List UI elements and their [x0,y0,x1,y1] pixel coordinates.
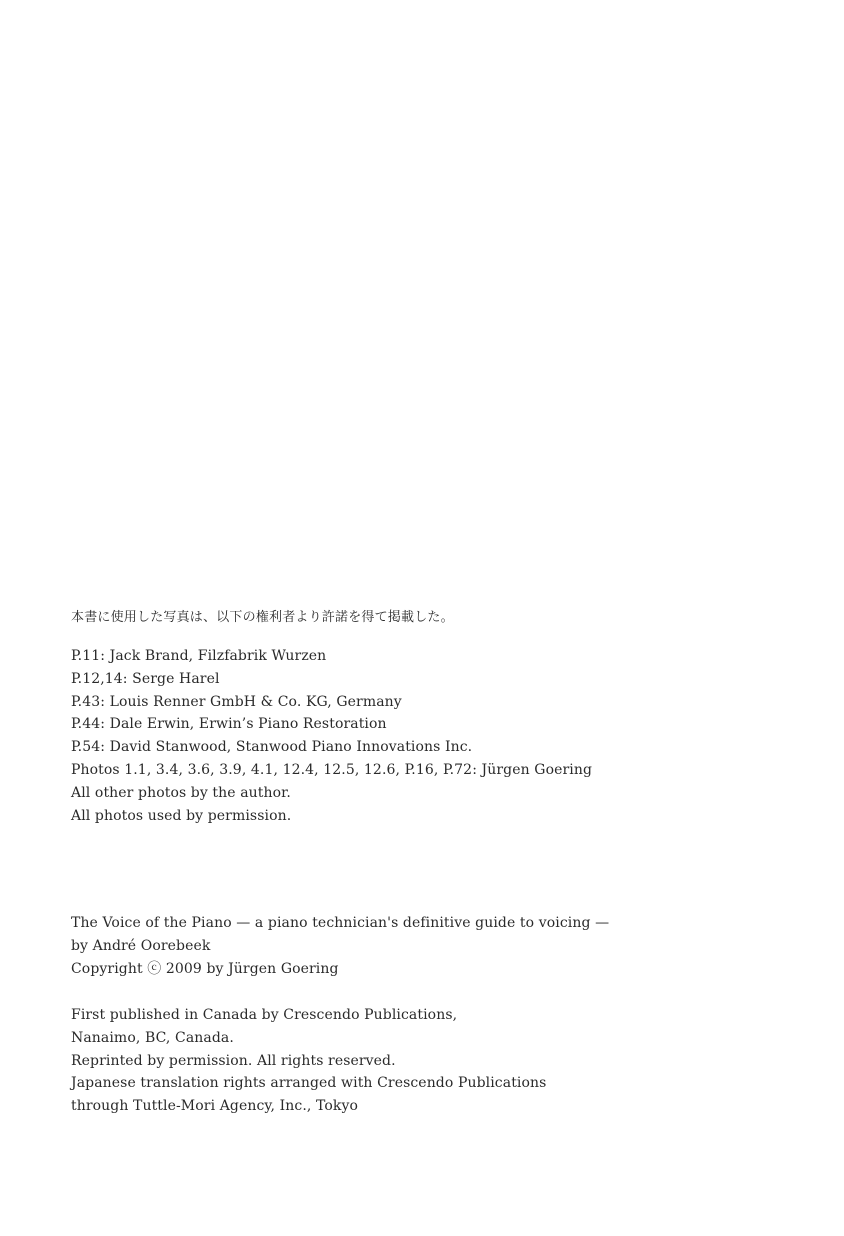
book-info [71,912,811,980]
copyright-line: Copyright ⓒ 2009 by Jürgen Goering [71,960,339,977]
photo-credit-line: P.12,14: Serge Harel [71,670,220,687]
photo-credit-line: P.44: Dale Erwin, Erwin’s Piano Restoration [71,716,387,733]
photo-credit-line: P.11: Jack Brand, Filzfabrik Wurzen [71,648,327,664]
publication-line: Japanese translation rights arranged with Crescendo Publications [71,1075,547,1092]
publication-line: First published in Canada by Crescendo Publications, [71,1007,458,1023]
credits-intro-text: 本書に使用した写真は、以下の権利者より許諾を得て掲載した。 [71,610,454,625]
photo-credit-line: All other photos by the author. [71,784,291,801]
photo-credits [71,645,811,827]
photo-credit-line: P.43: Louis Renner GmbH & Co. KG, Germany [71,693,402,710]
photo-credit-line: Photos 1.1, 3.4, 3.6, 3.9, 4.1, 12.4, 12.5, 12.6, P.16, P.72: Jürgen Goering [71,761,593,778]
book-author-line: by André Oorebeek [71,937,211,954]
credits-intro [71,608,811,628]
book-title-line: The Voice of the Piano — a piano technician's definitive guide to voicing — [71,915,610,931]
publication-line: Reprinted by permission. All rights reserved. [71,1052,396,1069]
publication-line: Nanaimo, BC, Canada. [71,1029,234,1046]
photo-credit-line: All photos used by permission. [71,807,292,824]
publication-line: through Tuttle-Mori Agency, Inc., Tokyo [71,1098,358,1115]
publication-info [71,1004,811,1118]
photo-credit-line: P.54: David Stanwood, Stanwood Piano Innovations Inc. [71,739,473,756]
